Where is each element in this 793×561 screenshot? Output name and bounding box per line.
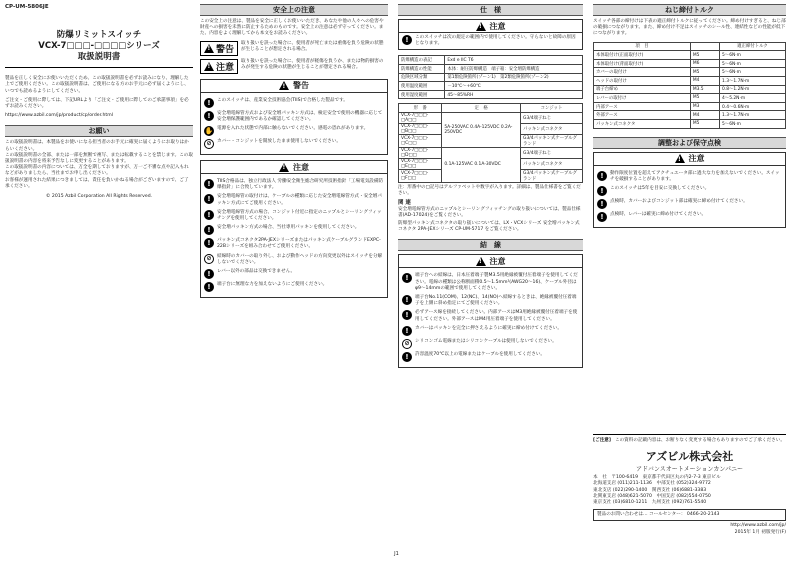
mandatory-icon: ! (597, 186, 607, 196)
torque-table (593, 42, 786, 129)
no-touch-icon: ✋ (204, 127, 214, 136)
table-row: 防爆構造の性能 本体：耐圧防爆構造 端子箱：安全増防爆構造 (399, 65, 583, 74)
inquiry-text: 製品のお問い合わせは… コールセンター： 0466-20-2143 (597, 512, 720, 518)
wiring-item: ! カバーはパッキンを完全に押さえるように確実に締め付けてください。 (402, 326, 579, 336)
model-table (398, 103, 583, 183)
notice-item: この取扱説明書は、本製品をお使いになる担当者のお手元に確実に届くようにお取りはからいください。 (5, 140, 189, 152)
maintenance-item: ! 点検時、レバーは確実に締め付けてください。 (597, 212, 782, 222)
head-office-address: 本 社 〒100-6419 東京都千代田区丸の内2-7-3 東京ビル (593, 475, 721, 481)
warning-definition (200, 41, 388, 56)
wiring-item: ! 必ずアース線を接続してください。内部アースはM3用絶縁被覆付圧着端子を使用してください。外部アースはM4用圧着端子を使用してください。 (402, 310, 579, 322)
mandatory-icon: ! (204, 225, 214, 235)
mandatory-icon: ! (204, 238, 214, 248)
maintenance-caution-box (593, 165, 786, 228)
spec-note: 注：形番中の□記号はアルファベットや数字が入ります。詳細は、製品仕様書をご覧ください。 (398, 184, 581, 197)
warning-symbol: ! 警告 (200, 41, 238, 56)
website-link[interactable]: http://www.azbil.com/jp/ (730, 523, 786, 529)
mandatory-icon: ! (204, 194, 214, 204)
spec-table (398, 55, 583, 99)
mandatory-icon: ! (597, 171, 607, 181)
mandatory-icon: ! (402, 35, 412, 45)
table-row: 本体取付け(背面取付け) M6 5～6N·m (594, 59, 786, 68)
table-row: 本体取付け(正面取付け) M5 5～6N·m (594, 51, 786, 60)
table-row: VCX-7□□□-□F□□ G3/4パッキン式ケーブルグランド (399, 169, 583, 182)
caution-item: ! 安全増電線管の取付けは、ケーブルの種類に応じた安全増電線管方式・安全増パッキン方式にてご使用ください。 (204, 194, 384, 206)
divider (5, 67, 193, 68)
warning-triangle-icon (279, 81, 289, 90)
notice-item: この取扱説明書の内容については、万全を期しておりますが、万一ご不審な点や記入もれなどがありましたら、当社までお申し出ください。 (5, 165, 189, 177)
wiring-item: ! 端子台への結線は、日本圧着端子製M3.5用絶縁被覆付圧着端子を使用してください。電線の種類は公称断面積0.5～1.5mm²(AWG20～16)、ケーブル外径はφ9～14mmの範囲で使用してください。 (402, 273, 579, 292)
division-name: アドバンスオートメーションカンパニー (636, 466, 743, 474)
table-row: 使用温度範囲 －10℃～+60℃ (399, 82, 583, 91)
caution-definition-text: 取り扱いを誤った場合に、使用者が軽傷を負うか、または物的損害のみが発生する危険の状態が生じることが想定される場合。 (241, 58, 384, 70)
caution-item: ! パッキン式コネクタ2PA-JEXシリーズまたはパッキン式ケーブルグランドEXPC-22Bシリーズを組み合わせてご使用ください。 (204, 238, 384, 250)
mandatory-icon: ! (204, 111, 214, 121)
company-block (593, 434, 786, 536)
warning-item: ⊘ カバー・コンジットを開放したまま使用しないでください。 (204, 139, 384, 149)
table-row: VCX-7□□□-□E□□ パッキン式コネクタ (399, 158, 583, 169)
issue-date: 2015年 1月 初版発行(F) (734, 529, 786, 535)
table-header-row: 項 目 適正締付トルク (594, 42, 786, 51)
title-line-3: 取扱説明書 (77, 52, 121, 63)
column-intro (5, 4, 193, 200)
notice-list (5, 140, 193, 190)
intro-text: 製品を正しく安全にお使いいただくため、この取扱説明書を必ずお読みになり、理解した上でご使用ください。この取扱説明書は、ご使用になる方のお手元に必ず届くようにし、いつでも読めるようにしてください。 (5, 76, 189, 94)
mandatory-icon: ! (204, 179, 214, 189)
reference-item: 安全増電線管方式のニップルとシーリングフィッチングの取り扱いについては、製品仕様書(AD-17024)をご覧ください。 (398, 206, 581, 218)
branch-line: 東京支社 (03)6810-1211 九州支社 (092)761-5540 (593, 500, 707, 506)
table-row: 外部アース M4 1.3～1.7N·m (594, 111, 786, 120)
mandatory-icon: ! (402, 352, 412, 362)
title-block (5, 30, 193, 63)
table-row: VCX-7□□□-□C□□ G3/4パッキン式ケーブルグランド (399, 134, 583, 147)
order-text: ご注文・ご使用に際しては、下記URLより「ご注文・ご使用に際してのご承諾事項」を必ずお読みください。 (5, 97, 189, 110)
table-row: 使用湿度範囲 45～85%RH (399, 90, 583, 99)
spec-caution-header: ! 注意 (398, 19, 583, 32)
caution-item: ! レバー以外の部品は交換できません。 (204, 269, 384, 279)
wiring-item: ⊘ シリコンゴム電線またはシリコンケーブルは使用しないでください。 (402, 339, 579, 349)
warning-box (200, 92, 388, 155)
warning-item: ! 安全増電線管方式および安全増パッキン方式は、検定安全で使用の機器に応じて安全増保護範囲内であるか確認してください。 (204, 111, 384, 123)
reference-item: 防爆型パッキン式コネクタの取り扱いについては、LX・VCXシリーズ 安全増パッキン式コネクタ 2PA-JEXシリーズ CP-UM-5717 をご覧ください。 (398, 220, 580, 233)
caution-item: ! 端子台に無理な力を加えないようにご使用ください。 (204, 282, 384, 292)
branch-line: 東北支店 (022)290-1400 関西支社 (06)6881-3383 (593, 487, 707, 493)
notice-section-title: お願い (5, 125, 193, 137)
table-row: VCX-7□□□-□A□□ 5A-250VAC 0.4A-125VDC 0.2A-250VDC G3/4端子ねじ (399, 112, 583, 123)
mandatory-icon: ! (402, 295, 412, 305)
table-row: 端子台締め M3.5 0.8～1.2N·m (594, 85, 786, 94)
mandatory-icon: ! (204, 210, 214, 220)
table-row: VCX-7□□□-□D□□ 0.1A-125VAC 0.1A-30VDC G3/4端子ねじ (399, 147, 583, 158)
warning-header: ! 警告 (200, 79, 388, 92)
prohibit-icon: ⊘ (204, 139, 214, 149)
caution-item: ! 安全増電線管方式の場合、コンジット付近に指定のニップルとシーリングフィッチングを使用してください。 (204, 210, 384, 222)
caution-triangle-icon (675, 154, 685, 163)
caution-triangle-icon (476, 22, 486, 31)
maintenance-caution-header: ! 注意 (593, 152, 786, 165)
reference-title: 関 連 (398, 200, 411, 207)
column-safety (200, 4, 388, 298)
table-row: 防爆構造の表記 Exd e IIC T6 (399, 56, 583, 65)
column-specs (398, 4, 583, 368)
notice-item: お客様が運用された結果につきましては、責任を負いかねる場合がございますので、ご了承ください。 (5, 177, 189, 189)
order-url[interactable]: https://www.azbil.com/jp/product/cp/order.html (5, 113, 113, 119)
caution-triangle-icon (204, 62, 214, 71)
branch-line: 北関東支店 (048)621-5070 中国支店 (082)554-0750 (593, 493, 711, 499)
warning-triangle-icon (204, 44, 214, 53)
spec-caution-box (398, 32, 583, 50)
torque-section-title: ねじ締付トルク (593, 4, 786, 16)
mandatory-icon: ! (204, 269, 214, 279)
caution-definition (200, 59, 388, 74)
table-header-row: 形 番 定 格 コンジット (399, 104, 583, 113)
table-row: ヘッドの取付け M4 1.3～1.7N·m (594, 76, 786, 85)
wiring-caution-header: ! 注意 (398, 254, 583, 267)
prohibit-icon: ⊘ (402, 339, 412, 349)
wiring-caution-box (398, 267, 583, 367)
table-row: レバーの取付け M5 4～5.2N·m (594, 94, 786, 103)
mandatory-icon: ! (597, 199, 607, 209)
copyright: © 2015 Azbil Corporation All Rights Reserved. (45, 194, 153, 200)
torque-intro: スイッチ各部の締付けは下表の適正締付トルクに従ってください。締め付けすぎると、ねじ部の破損につながります。また、締め付け不足はスイッチのシール性、連結性などの性能が低下につながります。 (593, 19, 786, 37)
mandatory-icon: ! (402, 326, 412, 336)
company-name: アズビル株式会社 (645, 450, 734, 464)
maintenance-item: ! 動作限度位置を超えてアクチュエータ部に過大な力を加えないでください。スイッチを破損することがあります。 (597, 171, 782, 183)
maintenance-section-title: 調整および保守点検 (593, 137, 786, 149)
table-row: カバーの取付け M5 5～6N·m (594, 68, 786, 77)
table-row: 内部アース M3 0.4～0.6N·m (594, 102, 786, 111)
warning-item: ✋ 電源を入れた状態で内部に触らないでください。感電の恐れがあります。 (204, 126, 369, 136)
disclaimer: [ご注意] この資料の記載内容は、お断りなく変更する場合もありますのでご了承ください。 (593, 434, 786, 444)
branch-line: 北海道支店 (011)211-1136 中部支社 (052)324-9772 (593, 481, 711, 487)
table-row: VCX-7□□□-□B□□ パッキン式コネクタ (399, 123, 583, 134)
mandatory-icon: ! (204, 98, 214, 108)
title-line-1: 防爆リミットスイッチ (56, 30, 142, 41)
column-torque (593, 4, 786, 535)
mandatory-icon: ! (597, 212, 607, 222)
doc-code: CP-UM-5806JE (5, 4, 49, 10)
safety-text: この安全上の注意は、製品を安全に正しくお使いいただき、あなたや他の人々への危害や財産への損害を未然に防止するためのものです。安全上の注意は必ず守ってください。また、内容をよく理解してから本文をお読みください。 (200, 19, 384, 37)
wiring-item: ! 許容温度70℃以上の電線またはケーブルを使用してください。 (402, 352, 579, 362)
mandatory-icon: ! (402, 310, 412, 320)
page-number: J1 (394, 551, 399, 557)
caution-item: ! TIIS合格品は、独立行政法人 労働安全衛生総合研究所技術指針「工場電気設備防爆指針」に合致しています。 (204, 179, 384, 191)
caution-triangle-icon (279, 163, 289, 172)
warning-definition-text: 取り扱いを誤った場合に、使用者が死亡または重傷を負う危険の状態が生じることが想定される場合。 (241, 40, 384, 52)
title-line-2: VCX-7□□□-□□□□シリーズ (38, 41, 160, 52)
safety-section-title: 安全上の注意 (200, 4, 388, 16)
spec-caution-text: このスイッチは次の規定の範囲内で使用してください。守らないと故障の原因となります。 (415, 35, 576, 47)
caution-item: ! 安全増パッキン方式の場合、当社専用パッキンを使用してください。 (204, 225, 384, 235)
caution-item: ⊘ 結線時のカバーの取り外し、および動作ヘッドの方向変更以外はスイッチを分解しないでください。 (204, 254, 384, 266)
wiring-item: ! 端子台No.11(COM)、12(NC)、14(NO)へ結線するときは、絶縁被覆付圧着端子を上側に斜め指定にてご使用ください。 (402, 295, 579, 307)
caution-box (200, 173, 388, 298)
mandatory-icon: ! (204, 282, 214, 292)
caution-triangle-icon (476, 257, 486, 266)
notice-item: この取扱説明書の全部、または一部を無断で複写、または転載することを禁じます。この取扱説明書の内容を将来予告なしに変更することがあります。 (5, 152, 193, 165)
spec-section-title: 仕 様 (398, 4, 583, 16)
table-row: 危険区域分類 第1類危険箇所(ゾーン1) 第2類危険箇所(ゾーン2) (399, 73, 583, 82)
warning-item: ! このスイッチは、産業安全技術協会(TIIS)で合格した製品です。 (204, 98, 384, 108)
table-row: パッキン式コネクタ M5 5～6N·m (594, 119, 786, 128)
maintenance-item: ! このスイッチは5年を目安に交換してください。 (597, 186, 782, 196)
wiring-section-title: 結 線 (398, 239, 583, 251)
caution-symbol: ! 注意 (200, 59, 238, 74)
inquiry-box (593, 509, 786, 521)
caution-header: ! 注意 (200, 160, 388, 173)
no-disassembly-icon: ⊘ (204, 254, 214, 264)
mandatory-icon: ! (402, 273, 412, 283)
maintenance-item: ! 点検時、カバーおよびコンジット部は確実に締め付けてください。 (597, 199, 782, 209)
